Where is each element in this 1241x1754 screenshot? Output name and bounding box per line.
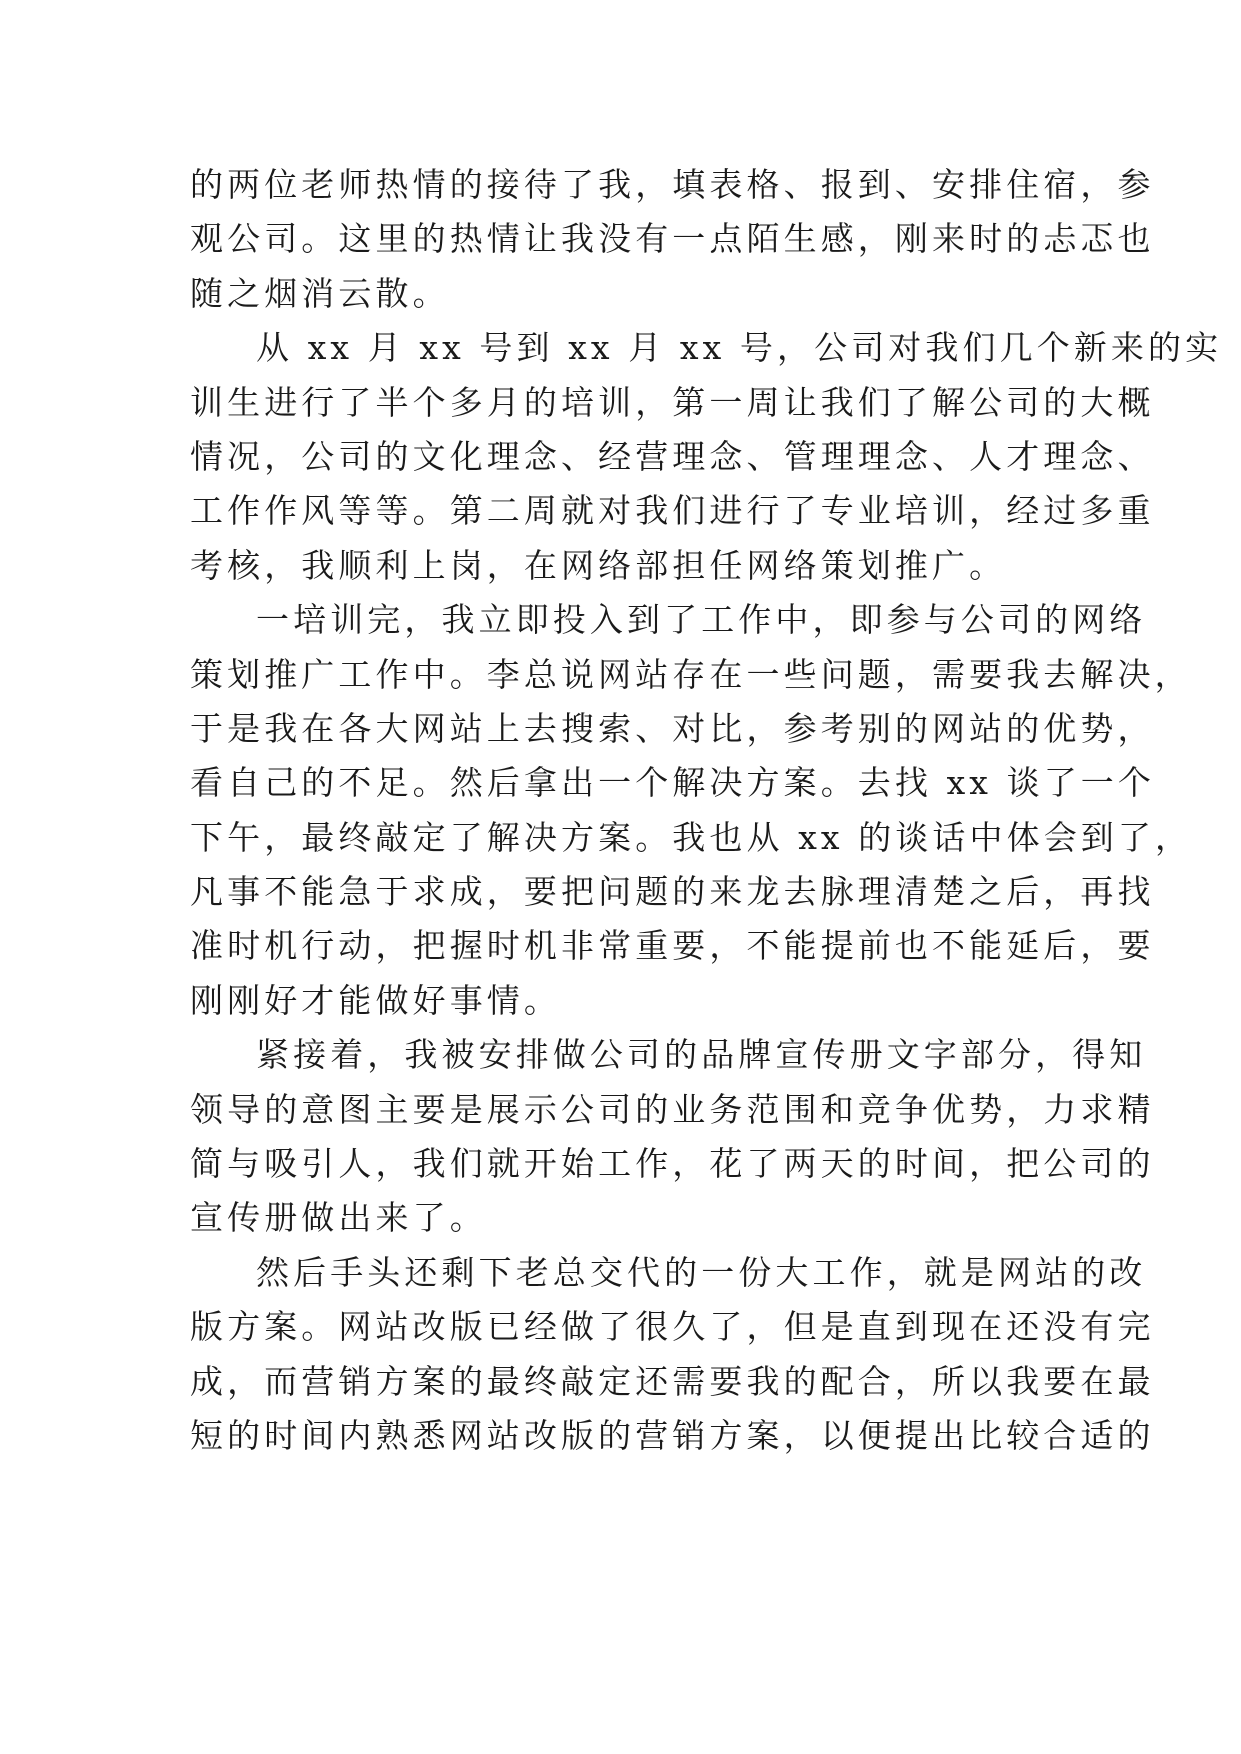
- text-line: 从 xx 月 xx 号到 xx 月 xx 号，公司对我们几个新来的实: [256, 328, 1223, 368]
- text-line: 版方案。网站改版已经做了很久了，但是直到现在还没有完: [190, 1307, 1155, 1347]
- text-line: 刚刚好才能做好事情。: [190, 980, 561, 1020]
- paragraph-4: [190, 1028, 1155, 1246]
- document-body: [190, 158, 1223, 1463]
- text-line: 简与吸引人，我们就开始工作，花了两天的时间，把公司的: [190, 1144, 1155, 1184]
- text-line: 工作作风等等。第二周就对我们进行了专业培训，经过多重: [190, 491, 1155, 531]
- paragraph-3: [190, 593, 1193, 1028]
- text-line: 训生进行了半个多月的培训，第一周让我们了解公司的大概: [190, 382, 1155, 422]
- text-line: 一培训完，我立即投入到了工作中，即参与公司的网络: [256, 600, 1147, 640]
- text-line: 于是我在各大网站上去搜索、对比，参考别的网站的优势，: [190, 708, 1155, 748]
- text-line: 成，而营销方案的最终敲定还需要我的配合，所以我要在最: [190, 1361, 1155, 1401]
- text-line: 短的时间内熟悉网站改版的营销方案，以便提出比较合适的: [190, 1415, 1155, 1455]
- text-line: 情况，公司的文化理念、经营理念、管理理念、人才理念、: [190, 436, 1155, 476]
- text-line: 领导的意图主要是展示公司的业务范围和竞争优势，力求精: [190, 1089, 1155, 1129]
- text-line: 宣传册做出来了。: [190, 1198, 487, 1238]
- text-line: 观公司。这里的热情让我没有一点陌生感，刚来时的忐忑也: [190, 219, 1155, 259]
- text-line: 下午，最终敲定了解决方案。我也从 xx 的谈话中体会到了，: [190, 817, 1193, 857]
- text-line: 紧接着，我被安排做公司的品牌宣传册文字部分，得知: [256, 1035, 1147, 1075]
- text-line: 考核，我顺利上岗，在网络部担任网络策划推广。: [190, 545, 1007, 585]
- text-line: 策划推广工作中。李总说网站存在一些问题，需要我去解决，: [190, 654, 1192, 694]
- text-line: 准时机行动，把握时机非常重要，不能提前也不能延后，要: [190, 926, 1155, 966]
- text-line: 看自己的不足。然后拿出一个解决方案。去找 xx 谈了一个: [190, 763, 1156, 803]
- paragraph-5: [190, 1246, 1155, 1464]
- text-line: 凡事不能急于求成，要把问题的来龙去脉理清楚之后，再找: [190, 872, 1155, 912]
- text-line: 然后手头还剩下老总交代的一份大工作，就是网站的改: [256, 1252, 1147, 1292]
- text-line: 随之烟消云散。: [190, 273, 450, 313]
- paragraph-1: [190, 158, 1155, 321]
- text-line: 的两位老师热情的接待了我，填表格、报到、安排住宿，参: [190, 165, 1155, 204]
- paragraph-2: [190, 321, 1223, 593]
